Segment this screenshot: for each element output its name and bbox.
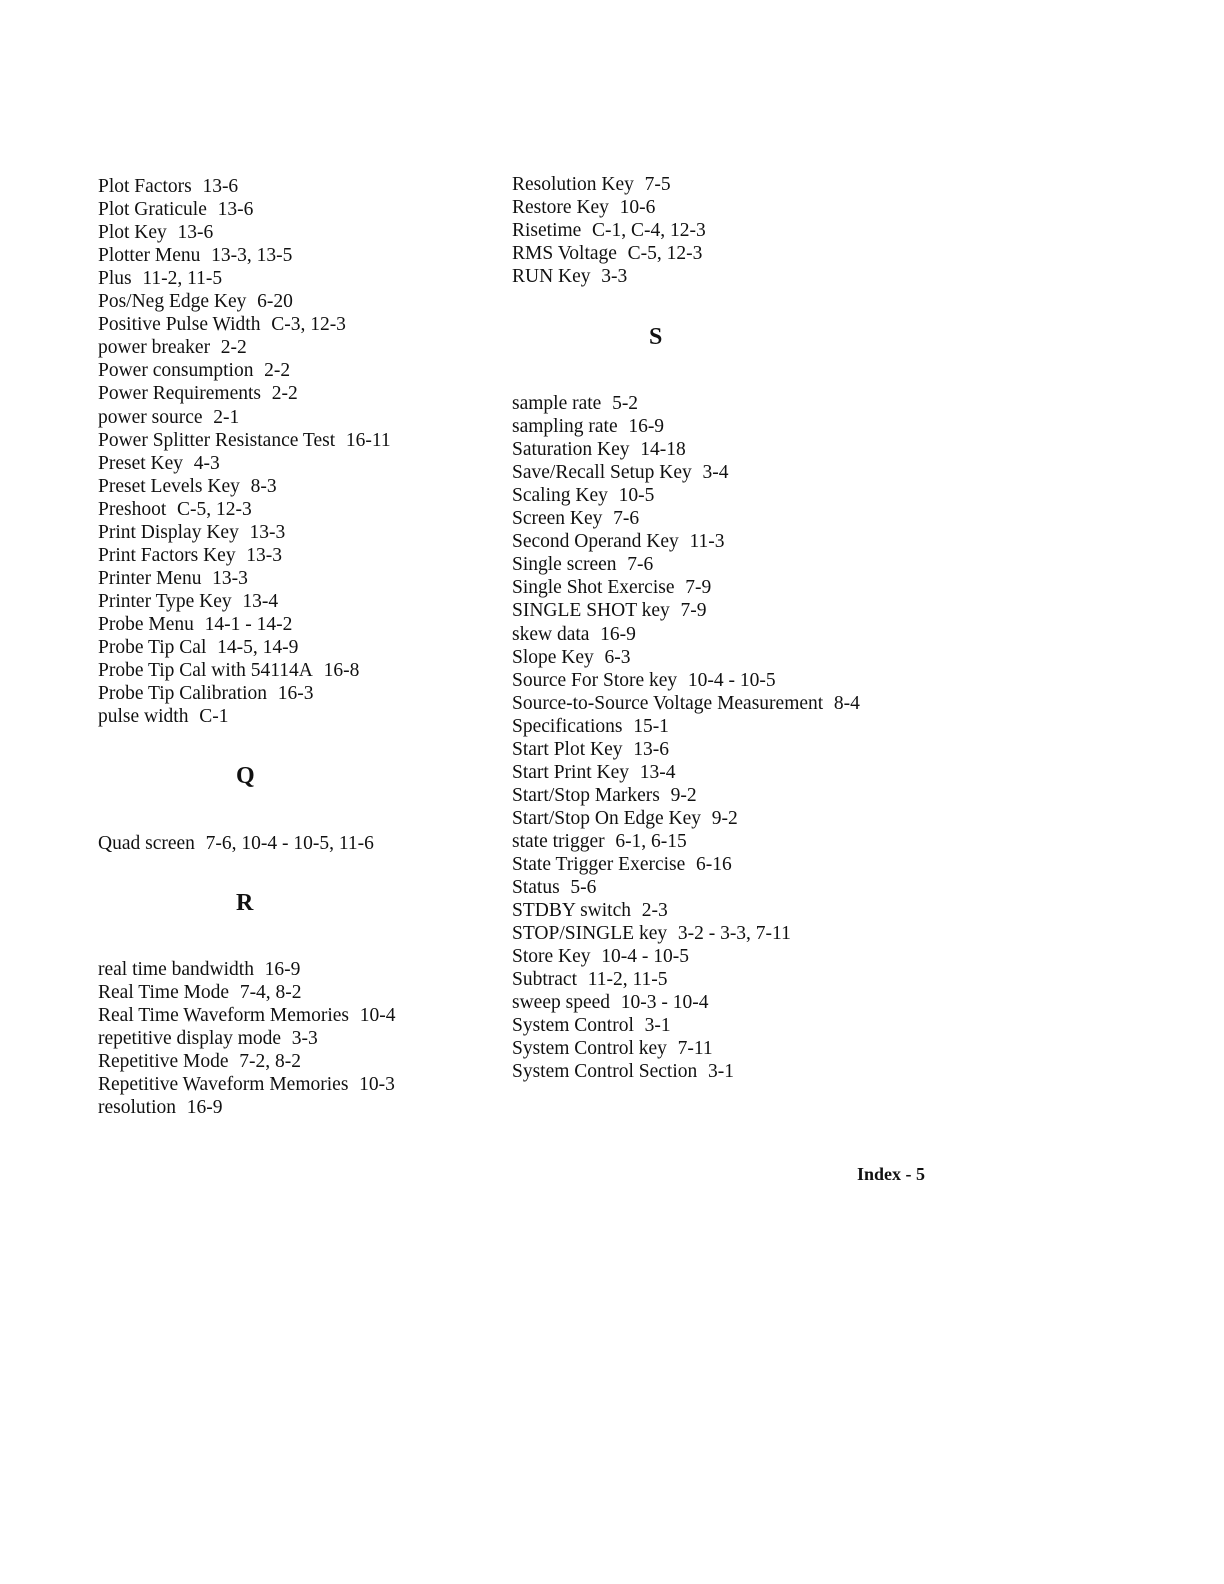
index-page-refs: 13-4 [242,590,279,612]
index-page-refs: 10-4 - 10-5 [687,669,776,691]
index-entry [98,198,253,221]
index-term: real time bandwidth [98,959,254,980]
index-entry [512,968,668,991]
index-entry [98,832,374,855]
index-term: Power Requirements [98,383,262,405]
index-page-refs: 13-6 [633,738,669,760]
section-letter: Q [236,763,255,789]
index-page-refs: 6-20 [257,291,293,313]
index-page-refs: 16-9 [628,416,665,438]
index-term: System Control key [512,1038,667,1060]
index-page-refs: 9-2 [670,784,697,806]
index-entry [512,415,664,438]
index-page-refs: 13-3 [212,567,248,589]
index-page-refs: 10-4 [359,1005,396,1027]
index-entry [512,438,686,461]
index-page-refs: 3-4 [702,462,729,484]
index-term: STDBY switch [512,900,631,922]
index-page-refs: 9-2 [711,807,738,829]
index-entry [98,705,228,728]
index-page-refs: 6-3 [604,646,631,668]
index-entry [98,636,298,659]
index-page-refs: 10-4 - 10-5 [601,946,689,968]
index-term: Start Plot Key [512,738,623,760]
section-letter: S [649,324,663,350]
index-page-refs: 16-8 [323,660,360,682]
index-entry [98,406,239,429]
index-page-refs: C-5, 12-3 [627,243,703,265]
index-entry [512,692,860,715]
index-page-refs: 16-9 [600,623,636,645]
index-term: Save/Recall Setup Key [512,462,692,484]
index-page-refs: 8-3 [250,475,277,497]
index-term: Preset Key [98,452,184,474]
index-page-refs: 2-3 [641,900,668,922]
index-page-refs: 13-3 [249,521,286,543]
index-entry [512,807,738,830]
index-page-refs: 16-9 [264,959,301,980]
index-page-refs: 10-5 [618,485,655,507]
index-page-refs: 16-9 [186,1097,223,1119]
index-page-refs: 13-3 [246,544,283,566]
index-term: Printer Type Key [98,590,232,612]
index-entry [512,392,638,415]
index-page-refs: 13-6 [177,222,214,244]
index-term: Start/Stop On Edge Key [512,807,702,829]
index-entry [98,313,346,336]
index-term: Source-to-Source Voltage Measurement [512,692,824,714]
index-entry [512,922,791,945]
index-term: Status [512,877,560,899]
index-term: Screen Key [512,508,603,530]
index-page-refs: 4-3 [193,452,220,474]
index-term: Probe Tip Calibration [98,683,268,705]
index-term: power source [98,406,203,428]
index-page-refs: 8-4 [833,692,860,714]
index-term: resolution [98,1097,176,1119]
index-page-refs: 13-6 [202,176,239,197]
index-entry [512,507,639,530]
index-entry [98,336,247,359]
index-term: sampling rate [512,416,618,438]
index-page-refs: 3-3 [601,266,628,288]
index-term: Pos/Neg Edge Key [98,291,247,313]
index-page-refs: 11-2, 11-5 [142,268,223,290]
index-term: Plotter Menu [98,245,201,267]
index-term: repetitive display mode [98,1028,282,1050]
index-page-refs: 7-11 [677,1038,713,1060]
index-entry [512,853,732,876]
index-term: Store Key [512,946,591,968]
index-term: Start Print Key [512,761,629,783]
index-term: Preshoot [98,498,167,520]
index-entry [512,945,689,968]
index-entry [98,544,282,567]
index-entry [512,219,706,242]
index-entry [512,242,702,265]
index-page-refs: 3-1 [644,1015,671,1037]
index-page-refs: 16-11 [345,429,391,451]
index-entry [98,590,278,613]
index-page-refs: 7-6 [613,508,640,530]
index-page-refs: 16-3 [277,683,314,705]
index-entry [512,761,675,784]
index-entry [512,553,653,576]
index-entry [512,173,671,196]
index-entry [98,981,302,1004]
index-page-refs: 6-16 [696,854,732,875]
index-page-refs: 3-2 - 3-3, 7-11 [677,923,791,945]
index-page-refs: 14-18 [640,439,686,461]
index-term: pulse width [98,706,189,728]
index-entry [512,196,655,219]
index-entry [512,1037,713,1060]
index-entry [512,530,725,553]
index-entry [98,498,252,521]
index-page-refs: 14-5, 14-9 [217,637,299,658]
index-term: Power consumption [98,360,254,382]
index-page-refs: 10-6 [619,197,656,219]
index-page-refs: 5-2 [612,393,639,414]
index-term: Second Operand Key [512,531,679,553]
index-page-refs: 14-1 - 14-2 [204,613,293,635]
index-page-refs: 7-6 [627,554,654,576]
index-page-refs: 2-2 [220,337,247,359]
index-entry [512,669,776,692]
index-page-refs: 11-2, 11-5 [587,969,668,991]
index-entry [512,484,654,507]
index-term: Single screen [512,554,617,576]
index-entry [98,452,220,475]
index-entry [98,221,213,244]
index-term: Scaling Key [512,485,608,507]
index-page-refs: 3-3 [291,1028,318,1050]
page-number: Index - 5 [857,1164,926,1184]
index-term: sample rate [512,393,602,414]
index-term: Restore Key [512,197,609,219]
index-term: Probe Menu [98,613,194,635]
index-entry [98,1073,395,1096]
index-term: sweep speed [512,992,611,1014]
index-term: Repetitive Waveform Memories [98,1074,349,1096]
index-page-refs: 15-1 [633,715,669,737]
index-entry [98,359,290,382]
index-entry [512,576,711,599]
index-term: Print Factors Key [98,544,236,566]
index-entry [512,599,707,622]
index-term: Probe Tip Cal [98,637,207,658]
index-page-refs: C-3, 12-3 [271,314,346,336]
index-term: Risetime [512,220,582,242]
index-entry [512,1014,671,1037]
index-entry [98,613,292,636]
index-term: Repetitive Mode [98,1051,229,1073]
index-page-refs: C-1 [199,706,229,728]
index-term: state trigger [512,830,605,852]
index-entry [512,876,596,899]
index-entry [512,830,687,853]
section-letter: R [236,890,254,916]
index-entry [512,899,668,922]
index-entry [98,244,292,267]
index-term: Slope Key [512,646,594,668]
index-entry [98,567,248,590]
index-entry [512,715,669,738]
index-entry [512,646,631,669]
index-page-refs: 10-3 - 10-4 [620,992,709,1014]
index-page-refs: 6-1, 6-15 [615,830,687,852]
index-page-refs: 13-4 [639,761,676,783]
index-page-refs: C-5, 12-3 [176,498,252,520]
index-page-refs: 3-1 [707,1061,734,1083]
index-term: Start/Stop Markers [512,784,660,806]
index-term: Plus [98,268,132,290]
index-term: Probe Tip Cal with 54114A [98,660,313,682]
index-entry [98,1050,301,1073]
index-term: Single Shot Exercise [512,577,675,599]
index-entry [512,784,697,807]
index-page-refs: 2-1 [213,406,240,428]
index-term: Saturation Key [512,439,630,461]
index-term: skew data [512,623,590,645]
index-page-refs: 7-2, 8-2 [239,1051,301,1073]
index-term: STOP/SINGLE key [512,923,668,945]
index-entry [98,475,277,498]
index-term: Print Display Key [98,521,239,543]
index-entry [512,991,708,1014]
index-entry [98,521,285,544]
index-page-refs: 11-3 [689,531,725,553]
index-entry [98,659,359,682]
index-page-refs: C-1, C-4, 12-3 [592,220,706,242]
index-entry [512,1060,734,1083]
index-entry [98,682,314,705]
index-page-refs: 7-9 [685,577,712,599]
index-term: RUN Key [512,266,591,288]
index-page-refs: 13-6 [217,199,254,221]
index-entry [98,382,298,405]
index-entry [98,1027,318,1050]
index-term: power breaker [98,337,211,359]
index-term: Subtract [512,969,577,991]
index-page-refs: 2-2 [271,383,298,405]
index-term: Power Splitter Resistance Test [98,429,336,451]
index-entry [98,267,222,290]
index-term: Specifications [512,715,623,737]
index-term: System Control [512,1015,634,1037]
index-entry [512,265,627,288]
index-page-refs: 13-3, 13-5 [211,245,293,267]
index-page-refs: 10-3 [359,1074,395,1096]
index-term: Plot Key [98,222,167,244]
index-entry [98,1096,222,1119]
index-page-refs: 7-6, 10-4 - 10-5, 11-6 [205,833,374,854]
index-page-refs: 7-9 [680,600,707,622]
index-entry [98,290,293,313]
index-term: Printer Menu [98,567,202,589]
index-page-refs: 5-6 [570,877,597,899]
index-entry [512,461,729,484]
index-term: Quad screen [98,833,195,854]
index-page-refs: 2-2 [264,360,291,382]
index-entry [98,958,300,981]
index-term: Preset Levels Key [98,475,240,497]
index-entry [98,429,391,452]
index-term: Source For Store key [512,669,678,691]
index-entry [512,738,669,761]
index-term: Plot Factors [98,176,192,197]
index-term: Resolution Key [512,174,634,195]
index-entry [98,1004,395,1027]
index-term: Real Time Waveform Memories [98,1005,349,1027]
index-term: Real Time Mode [98,982,230,1004]
index-page-refs: 7-5 [644,174,671,195]
index-page-refs: 7-4, 8-2 [239,982,302,1004]
index-term: Positive Pulse Width [98,314,261,336]
index-term: Plot Graticule [98,199,207,221]
index-term: State Trigger Exercise [512,854,686,875]
index-term: RMS Voltage [512,243,617,265]
index-entry [512,623,636,646]
index-entry [98,175,238,198]
index-term: System Control Section [512,1061,698,1083]
index-term: SINGLE SHOT key [512,600,670,622]
